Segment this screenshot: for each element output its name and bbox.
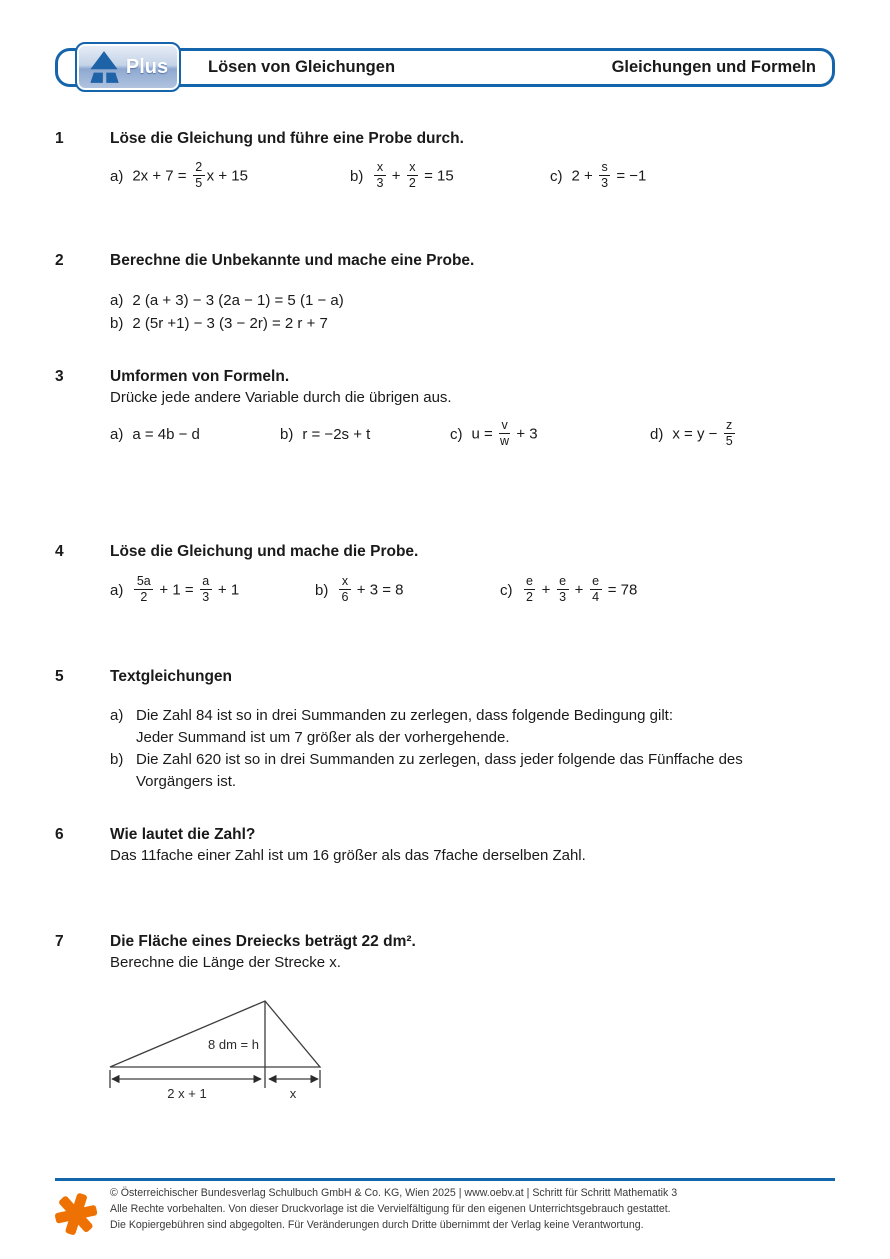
problem-subtitle: Drücke jede andere Variable durch die übrigen aus. (110, 389, 452, 406)
equation-item-a (110, 159, 350, 191)
equation: 2 (5r +1) − 3 (3 − 2r) = 2 r + 7 (132, 315, 328, 332)
problem-7 (55, 931, 835, 974)
imprint-line-2: Alle Rechte vorbehalten. Von dieser Druckvorlage ist die Vervielfältigung für den eigenen Unterrichtsgebrauch gestattet. (110, 1202, 671, 1215)
equation: $\frac{5a}{2}$ + 1 = $\frac{a}{3}$ + 1 (132, 576, 239, 605)
text-item-b (110, 749, 835, 793)
oebv-logo-icon (52, 1188, 100, 1240)
problem-number: 4 (55, 543, 64, 560)
equation-item-a (110, 426, 280, 443)
equation: 2 + $\frac{s}{3}$ = −1 (571, 159, 647, 190)
problem-title: Löse die Gleichung und mache die Probe. (110, 543, 419, 560)
problem-text: Das 11fache einer Zahl ist um 16 größer als das 7fache derselben Zahl. (110, 847, 586, 864)
item-label: a) (110, 707, 124, 724)
height-label: 8 dm = h (208, 1037, 259, 1052)
problem-number: 7 (55, 933, 64, 950)
text-line: Die Zahl 84 ist so in drei Summanden zu zerlegen, dass folgende Bedingung gilt: (136, 707, 673, 724)
worksheet-title: Lösen von Gleichungen (208, 58, 396, 76)
equation-item-a (110, 289, 835, 312)
problem-title: Die Fläche eines Dreiecks beträgt 22 dm². (110, 933, 416, 950)
footer-imprint (110, 1186, 677, 1233)
problem-text: Berechne die Länge der Strecke x. (110, 954, 341, 971)
imprint-line-3: Die Kopiergebühren sind abgegolten. Für Veränderungen durch Dritte übernimmt der Verlag keine Verantwortung. (110, 1218, 644, 1231)
equation: r = −2s + t (302, 425, 371, 443)
item-text (136, 705, 835, 749)
text-item-list (110, 705, 835, 793)
problem-number: 3 (55, 368, 64, 385)
item-label: b) (350, 167, 364, 185)
problem-6 (55, 824, 835, 867)
problem-title: Umformen von Formeln. (110, 368, 290, 385)
equation: 2x + 7 = $\frac{2}{5}$ x + 15 (132, 159, 248, 190)
footer-divider (55, 1178, 835, 1181)
item-label: a) (110, 425, 124, 443)
base-left-label: 2 x + 1 (167, 1086, 207, 1101)
equation-item-c (500, 573, 638, 605)
item-label: c) (550, 167, 563, 185)
equation: $\frac{e}{2}$ + $\frac{e}{3}$ + $\frac{e}{4}$ = 78 (522, 576, 638, 605)
triangle-logo-icon (88, 50, 120, 84)
equation: $\frac{x}{6}$ + 3 = 8 (337, 576, 403, 605)
plus-badge (75, 42, 181, 92)
text-line: Die Zahl 620 ist so in drei Summanden zu zerlegen, dass jeder folgende das Fünffache des (136, 751, 743, 768)
problem-number: 2 (55, 252, 64, 269)
equation-item-c (550, 159, 647, 191)
item-label: b) (315, 581, 329, 599)
item-label: c) (450, 425, 463, 443)
problem-3 (55, 366, 835, 452)
problem-4 (55, 541, 835, 608)
imprint-line-1: © Österreichischer Bundesverlag Schulbuch GmbH & Co. KG, Wien 2025 | www.oebv.at | Schritt für Schritt Mathematik 3 (110, 1187, 678, 1199)
equation-row (110, 158, 835, 194)
equation: $\frac{x}{3}$ + $\frac{x}{2}$ = 15 (372, 162, 453, 191)
item-label: a) (110, 167, 124, 185)
item-label: b) (110, 315, 124, 332)
problem-title: Löse die Gleichung und führe eine Probe durch. (110, 130, 464, 147)
equation-item-b (280, 426, 450, 443)
chapter-title: Gleichungen und Formeln (611, 58, 816, 76)
triangle-diagram (95, 993, 335, 1105)
equation: u = $\frac{v}{w}$ + 3 (471, 417, 538, 448)
equation-item-c (450, 417, 650, 449)
equation-row (110, 572, 835, 608)
triangle-outline (110, 1001, 320, 1067)
badge-label: Plus (125, 55, 169, 78)
equation-item-b (315, 573, 500, 605)
equation-item-b (350, 159, 550, 191)
equation-item-a (110, 573, 315, 605)
problem-title: Berechne die Unbekannte und mache eine Probe. (110, 252, 475, 269)
problem-1 (55, 128, 835, 194)
item-label: c) (500, 581, 513, 599)
problem-number: 6 (55, 826, 64, 843)
problem-5 (55, 666, 835, 793)
equation-item-b (110, 312, 835, 335)
text-line: Jeder Summand ist um 7 größer als der vorhergehende. (136, 729, 510, 746)
problem-number: 5 (55, 668, 64, 685)
problem-title: Textgleichungen (110, 668, 233, 685)
equation-list (110, 289, 835, 335)
problem-number: 1 (55, 130, 64, 147)
item-label: a) (110, 581, 124, 599)
item-label: a) (110, 292, 124, 309)
equation-item-d (650, 417, 737, 449)
equation-row (110, 416, 835, 452)
problem-2 (55, 250, 835, 335)
item-label: b) (280, 425, 294, 443)
text-item-a (110, 705, 835, 749)
equation: x = y − $\frac{z}{5}$ (672, 420, 736, 449)
item-label: b) (110, 751, 124, 768)
equation: 2 (a + 3) − 3 (2a − 1) = 5 (1 − a) (132, 292, 344, 309)
base-right-label: x (289, 1086, 297, 1101)
text-line: Vorgängers ist. (136, 773, 237, 790)
equation: a = 4b − d (132, 425, 200, 443)
item-text (136, 749, 835, 793)
item-label: d) (650, 425, 664, 443)
problem-title: Wie lautet die Zahl? (110, 826, 256, 843)
